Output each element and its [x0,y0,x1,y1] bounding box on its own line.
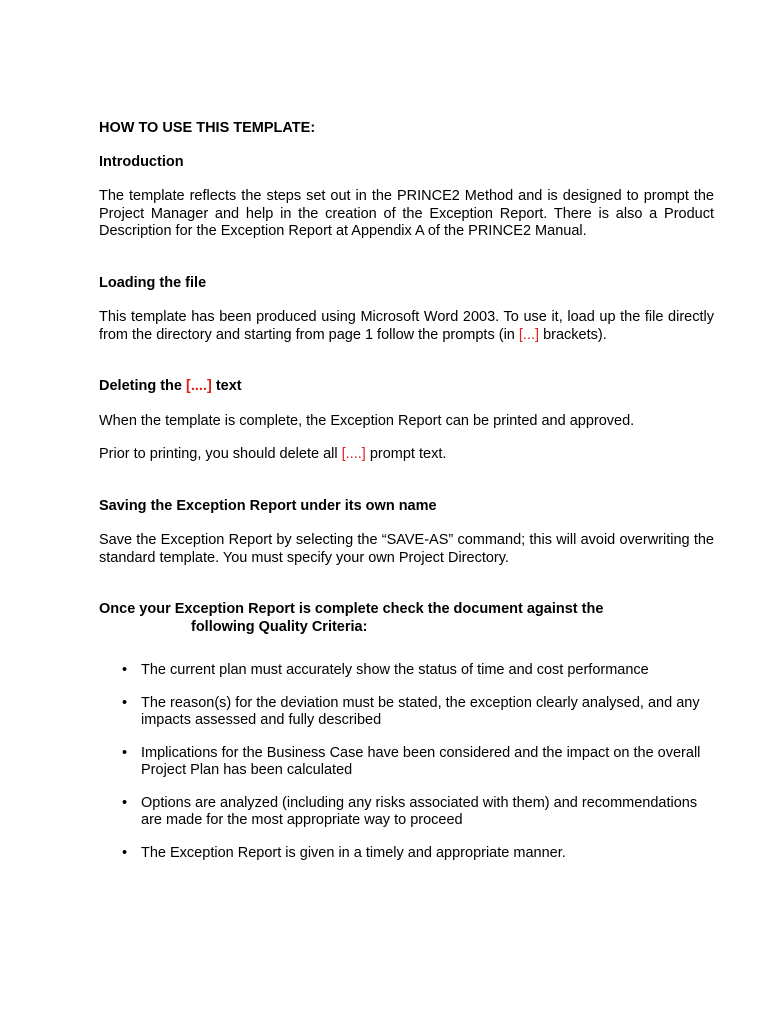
bullet-icon: • [122,694,128,711]
bullet-icon: • [122,662,128,678]
saving-text: Save the Exception Report by selecting the “SAVE-AS” command; this will avoid overwriting the standard template. You must specify your own Project Directory. [99,532,714,566]
introduction-heading: Introduction [99,153,184,170]
list-item-text: Options are analyzed (including any risks associated with them) and recommendations are made for the most appropriate way to proceed [141,794,698,828]
list-item-text: Implications for the Business Case have been considered and the impact on the overall Project Plan has been calculated [141,744,701,778]
loading-text-start: This template has been produced using Microsoft Word 2003. To use it, load up the file directly from the directory and starting from page 1 follow the prompts (in [99,309,714,343]
list-item [99,745,714,780]
deleting-text-end: prompt text. [365,446,447,462]
quality-criteria-heading [99,601,714,636]
deleting-heading-start: Deleting the [99,378,187,394]
bullet-icon: • [122,844,128,861]
quality-heading-line1: Once your Exception Report is complete check the document against the [99,601,604,617]
deleting-text-start: Prior to printing, you should delete all [99,446,342,462]
bullet-icon: • [122,744,128,761]
loading-heading: Loading the file [99,274,207,291]
saving-heading: Saving the Exception Report under its own name [99,497,437,514]
document-title: HOW TO USE THIS TEMPLATE: [99,120,316,136]
prompt-bracket: [....] [341,446,366,462]
bullet-icon: • [122,794,128,811]
document-page [99,120,714,877]
prompt-bracket: [....] [186,378,212,394]
deleting-text-complete: When the template is complete, the Exception Report can be printed and approved. [99,412,635,429]
deleting-heading-end: text [211,378,242,394]
deleting-heading [99,378,714,396]
list-item-text: The current plan must accurately show the status of time and cost performance [141,662,649,678]
list-item-text: The Exception Report is given in a timely and appropriate manner. [141,844,566,861]
deleting-text-prior [99,446,714,464]
list-item [99,662,714,680]
quality-criteria-list [99,662,714,862]
list-item [99,695,714,730]
loading-text [99,309,714,344]
loading-text-end: brackets). [539,326,607,343]
quality-heading-line2: following Quality Criteria: [191,618,368,635]
list-item [99,795,714,830]
prompt-bracket: [...] [518,326,540,343]
list-item-text: The reason(s) for the deviation must be stated, the exception clearly analysed, and any impacts assessed and fully described [141,694,700,728]
introduction-text: The template reflects the steps set out in the PRINCE2 Method and is designed to prompt the Project Manager and help in the creation of the Exception Report. There is also a Product Description for the Exception Report at Appendix A of the PRINCE2 Manual. [99,188,714,239]
list-item [99,845,714,863]
